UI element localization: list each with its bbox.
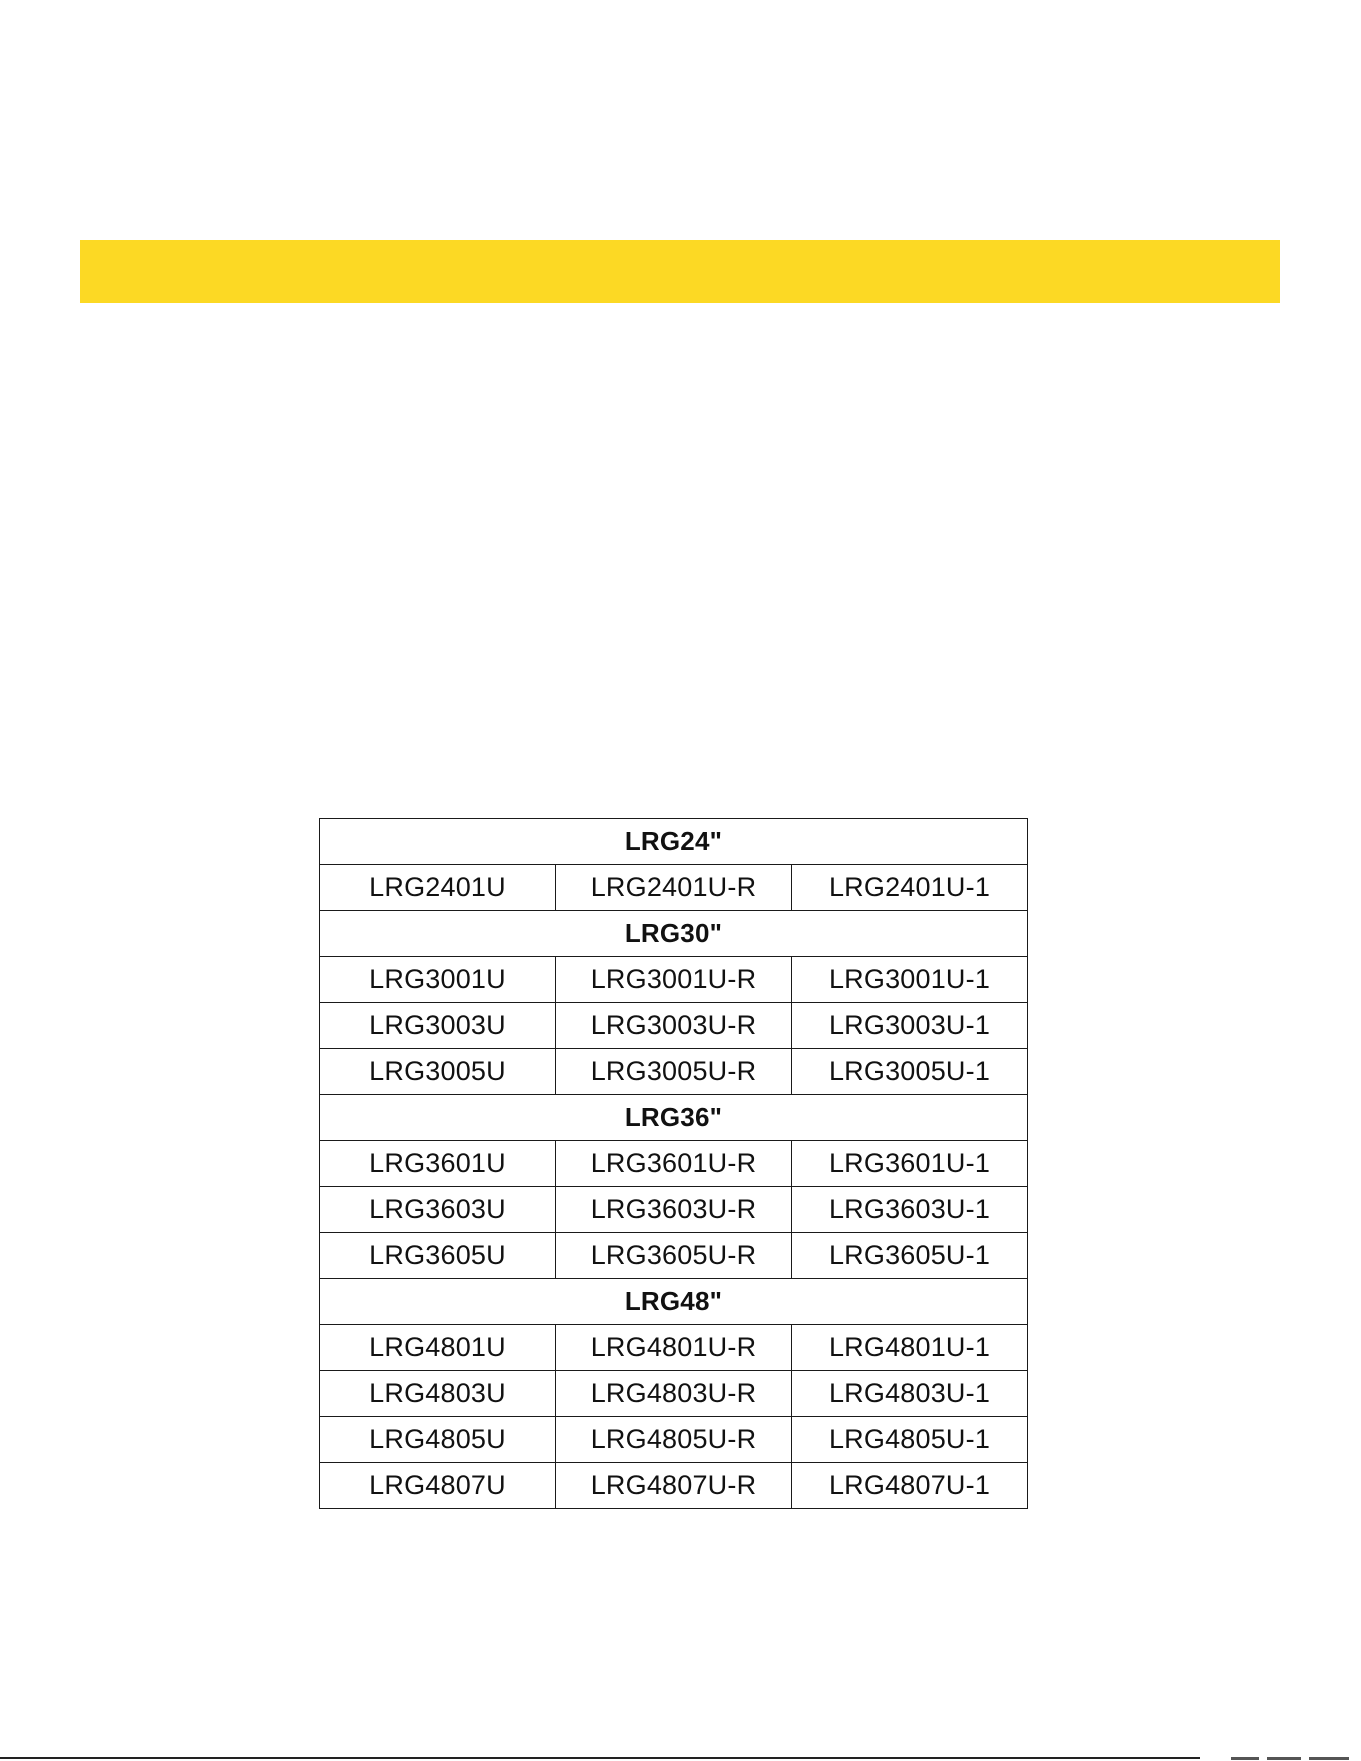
group-header-row: [320, 1095, 1028, 1141]
table-cell: LRG3001U-R: [556, 957, 792, 1003]
table-row: [320, 1325, 1028, 1371]
table-cell: LRG3001U-1: [792, 957, 1028, 1003]
table-cell: LRG3605U-1: [792, 1233, 1028, 1279]
table-cell: LRG4805U-R: [556, 1417, 792, 1463]
table-row: [320, 1003, 1028, 1049]
group-header-lrg30: LRG30": [320, 911, 1028, 957]
model-number-table: [319, 818, 1028, 1509]
group-header-lrg36: LRG36": [320, 1095, 1028, 1141]
table-cell: LRG3601U: [320, 1141, 556, 1187]
footer-mark: [1309, 1757, 1349, 1760]
table-cell: LRG3001U: [320, 957, 556, 1003]
table-cell: LRG4807U-1: [792, 1463, 1028, 1509]
table-cell: LRG3605U-R: [556, 1233, 792, 1279]
yellow-highlight-bar: [80, 240, 1280, 303]
table-cell: LRG4801U: [320, 1325, 556, 1371]
table-cell: LRG4805U: [320, 1417, 556, 1463]
table-cell: LRG3601U-R: [556, 1141, 792, 1187]
table-cell: LRG3603U-1: [792, 1187, 1028, 1233]
table-cell: LRG4807U: [320, 1463, 556, 1509]
group-header-lrg48: LRG48": [320, 1279, 1028, 1325]
footer-divider: [0, 1757, 1200, 1759]
table-cell: LRG3603U: [320, 1187, 556, 1233]
table-cell: LRG3605U: [320, 1233, 556, 1279]
table-cell: LRG3005U-R: [556, 1049, 792, 1095]
table-cell: LRG3005U: [320, 1049, 556, 1095]
table-cell: LRG4801U-1: [792, 1325, 1028, 1371]
table-cell: LRG4805U-1: [792, 1417, 1028, 1463]
table-row: [320, 1049, 1028, 1095]
table-cell: LRG3601U-1: [792, 1141, 1028, 1187]
footer-mark: [1267, 1757, 1301, 1760]
footer-marks: [1221, 1755, 1361, 1761]
table-row: [320, 1463, 1028, 1509]
group-header-lrg24: LRG24": [320, 819, 1028, 865]
footer-mark: [1231, 1757, 1259, 1760]
table-cell: LRG3003U-1: [792, 1003, 1028, 1049]
group-header-row: [320, 911, 1028, 957]
group-header-row: [320, 819, 1028, 865]
table-row: [320, 865, 1028, 911]
table-cell: LRG4803U-R: [556, 1371, 792, 1417]
table-cell: LRG4801U-R: [556, 1325, 792, 1371]
table-row: [320, 957, 1028, 1003]
table-cell: LRG4803U-1: [792, 1371, 1028, 1417]
table-cell: LRG4807U-R: [556, 1463, 792, 1509]
table-cell: LRG3005U-1: [792, 1049, 1028, 1095]
table-cell: LRG4803U: [320, 1371, 556, 1417]
table-cell: LRG3003U-R: [556, 1003, 792, 1049]
table-cell: LRG2401U: [320, 865, 556, 911]
table-cell: LRG3003U: [320, 1003, 556, 1049]
group-header-row: [320, 1279, 1028, 1325]
table-cell: LRG2401U-R: [556, 865, 792, 911]
table-row: [320, 1371, 1028, 1417]
table-row: [320, 1141, 1028, 1187]
table-cell: LRG2401U-1: [792, 865, 1028, 911]
table-row: [320, 1187, 1028, 1233]
table-row: [320, 1417, 1028, 1463]
table-row: [320, 1233, 1028, 1279]
table-cell: LRG3603U-R: [556, 1187, 792, 1233]
